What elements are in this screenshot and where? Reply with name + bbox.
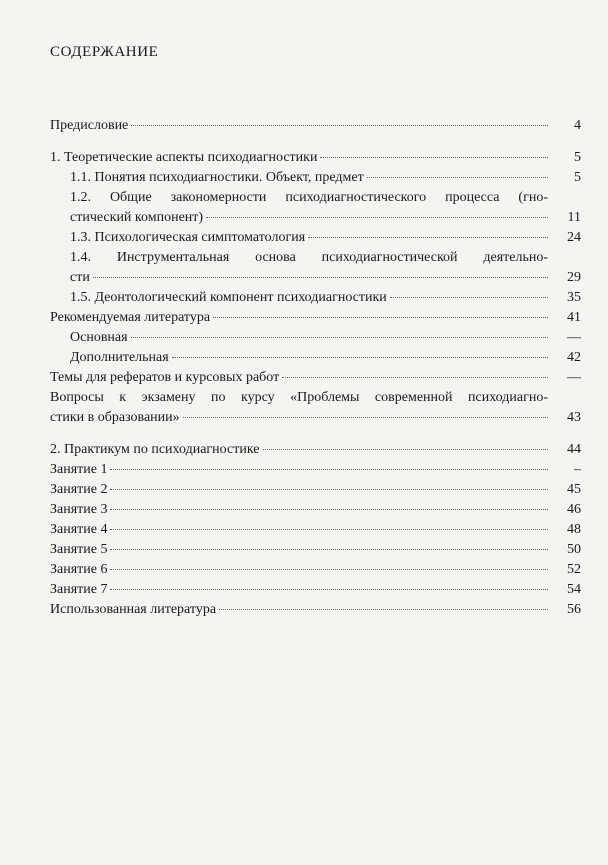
toc-entry: [50, 580, 581, 600]
toc-entry: [50, 248, 581, 288]
toc-entry-title: Основная: [70, 330, 128, 345]
toc-entry: [50, 116, 581, 136]
toc-entry-title: 2. Практикум по психодиагностике: [50, 442, 260, 457]
toc-page-number: 50: [567, 542, 581, 557]
toc-entry-title-line: 1.4. Инструментальная основа психодиагностической деятельно-: [70, 250, 548, 265]
dot-leader: [390, 296, 548, 298]
toc-entry-title: Занятие 1: [50, 462, 108, 477]
toc-entry-title-line: Вопросы к экзамену по курсу «Проблемы современной психодиагно-: [50, 390, 548, 405]
dot-leader: [93, 276, 548, 278]
toc-entry: [50, 560, 581, 580]
toc-entry-title: 1. Теоретические аспекты психодиагностики: [50, 150, 318, 165]
toc-page-number: 41: [567, 310, 581, 325]
dot-leader: [282, 376, 548, 378]
toc-entry-title: Занятие 6: [50, 562, 108, 577]
toc-entry-row: [50, 540, 581, 560]
toc-entry-title: стики в образовании»: [50, 410, 180, 425]
toc-page-number: 24: [567, 230, 581, 245]
page-title: СОДЕРЖАНИЕ: [50, 44, 159, 60]
toc-entry: [50, 440, 581, 460]
toc-page-number: 5: [574, 150, 581, 165]
toc-page-number: —: [567, 370, 581, 385]
dot-leader: [367, 176, 548, 178]
toc-entry-row: [50, 308, 581, 328]
dot-leader: [131, 336, 548, 338]
toc-entry: [50, 288, 581, 308]
toc-entry-title: 1.5. Деонтологический компонент психодиагностики: [70, 290, 387, 305]
toc-entry: [50, 228, 581, 248]
toc-entry-row: [70, 268, 581, 288]
toc-entry: [50, 540, 581, 560]
toc-page-number: –: [574, 462, 581, 477]
dot-leader: [219, 608, 548, 610]
toc-entry-row: [70, 228, 581, 248]
toc-entry: [50, 388, 581, 428]
dot-leader: [110, 568, 548, 570]
toc-entry-row: [50, 580, 581, 600]
toc-entry: [50, 368, 581, 388]
toc-entry-row: [70, 208, 581, 228]
toc-entry-row: [50, 440, 581, 460]
toc-entry-row: [50, 520, 581, 540]
toc-page-number: 52: [567, 562, 581, 577]
toc-entry-row: [50, 116, 581, 136]
toc-entry-row: [50, 480, 581, 500]
toc-entry-title: Темы для рефератов и курсовых работ: [50, 370, 280, 385]
toc-page-number: 11: [567, 210, 581, 225]
toc-entry-title: 1.1. Понятия психодиагностики. Объект, предмет: [70, 170, 364, 185]
toc-entry: [50, 600, 581, 620]
toc-entry-row: [50, 408, 581, 428]
dot-leader: [110, 528, 548, 530]
toc-entry-row: [50, 600, 581, 620]
toc-page-number: 42: [567, 350, 581, 365]
toc-entry-row: [50, 560, 581, 580]
toc-entry-row: [70, 328, 581, 348]
toc-entry-title: Использованная литература: [50, 602, 217, 617]
toc-entry-title: Дополнительная: [70, 350, 169, 365]
toc-entry: [50, 328, 581, 348]
dot-leader: [308, 236, 548, 238]
toc-entry: [50, 168, 581, 188]
dot-leader: [131, 124, 548, 126]
toc-page-number: 56: [567, 602, 581, 617]
toc-entry-title: Занятие 2: [50, 482, 108, 497]
toc-page-number: 45: [567, 482, 581, 497]
dot-leader: [206, 216, 548, 218]
toc-entry-title: Занятие 5: [50, 542, 108, 557]
toc-entry-title: сти: [70, 270, 90, 285]
dot-leader: [172, 356, 548, 358]
toc-entry: [50, 500, 581, 520]
toc-page-number: 46: [567, 502, 581, 517]
dot-leader: [110, 468, 548, 470]
toc-entry-title: стический компонент): [70, 210, 204, 225]
toc-entry-title: Предисловие: [50, 118, 129, 133]
toc-entry: [50, 348, 581, 368]
dot-leader: [320, 156, 548, 158]
toc-page-number: 43: [567, 410, 581, 425]
table-of-contents: [50, 116, 581, 620]
toc-page-number: 35: [567, 290, 581, 305]
toc-page-number: 29: [567, 270, 581, 285]
toc-entry-row: [70, 168, 581, 188]
toc-entry-title: Занятие 4: [50, 522, 108, 537]
toc-entry: [50, 480, 581, 500]
toc-entry: [50, 188, 581, 228]
toc-entry: [50, 520, 581, 540]
toc-entry: [50, 460, 581, 480]
toc-entry-row: [50, 148, 581, 168]
toc-entry-row: [50, 460, 581, 480]
toc-page-number: 48: [567, 522, 581, 537]
toc-entry-title: Занятие 7: [50, 582, 108, 597]
toc-entry-row: [70, 288, 581, 308]
toc-page-number: —: [567, 330, 581, 345]
toc-entry-title: Занятие 3: [50, 502, 108, 517]
toc-entry-row: [50, 500, 581, 520]
toc-page-number: 5: [574, 170, 581, 185]
toc-page-number: 4: [574, 118, 581, 133]
toc-entry-row: [50, 368, 581, 388]
dot-leader: [110, 588, 548, 590]
toc-entry-title: Рекомендуемая литература: [50, 310, 211, 325]
toc-entry: [50, 148, 581, 168]
dot-leader: [110, 548, 548, 550]
toc-entry-title-line: 1.2. Общие закономерности психодиагностического процесса (гно-: [70, 190, 548, 205]
toc-entry-title: 1.3. Психологическая симптоматология: [70, 230, 306, 245]
dot-leader: [213, 316, 548, 318]
dot-leader: [263, 448, 549, 450]
toc-page-number: 44: [567, 442, 581, 457]
toc-entry: [50, 308, 581, 328]
toc-entry-row: [70, 348, 581, 368]
dot-leader: [110, 488, 548, 490]
dot-leader: [183, 416, 548, 418]
toc-page-number: 54: [567, 582, 581, 597]
dot-leader: [110, 508, 548, 510]
